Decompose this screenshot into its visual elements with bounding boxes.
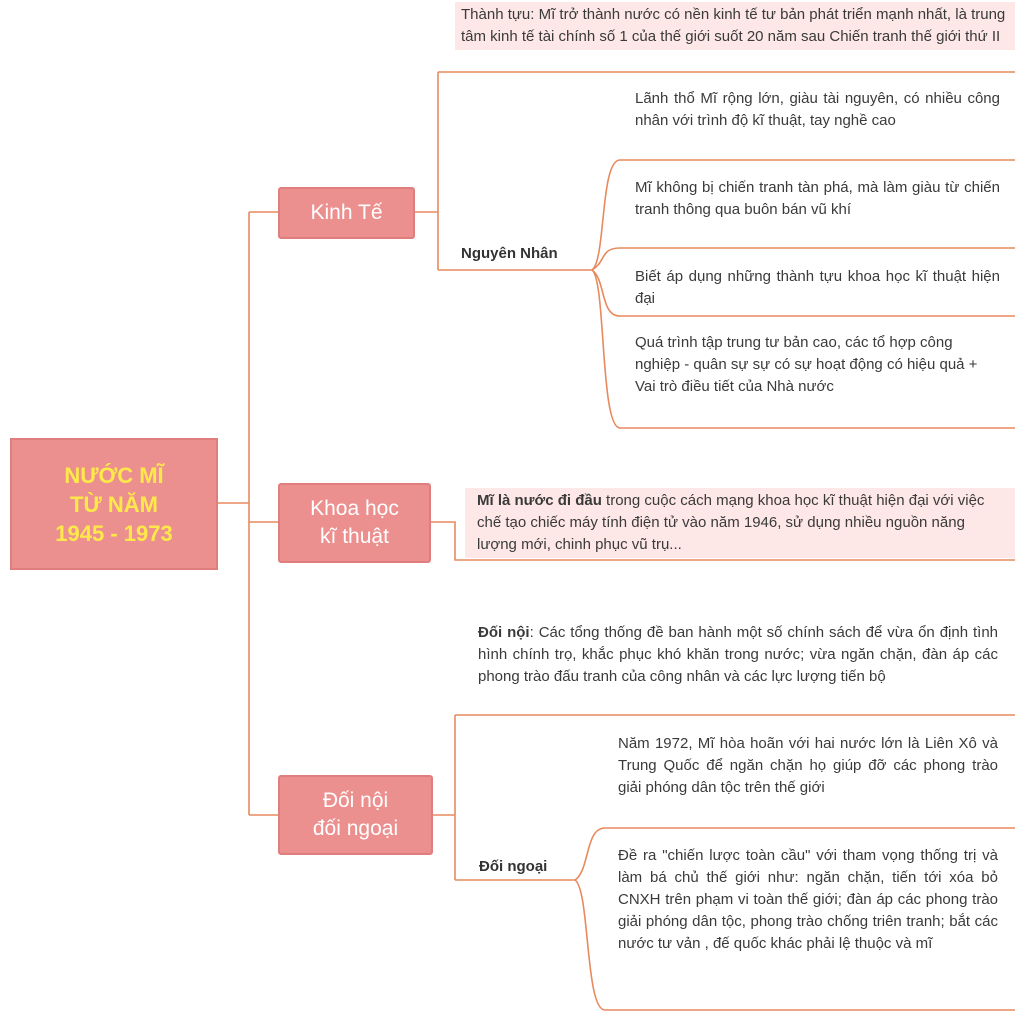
- doi-ngoai-item: Đề ra "chiến lược toàn cầu" với tham vọng thống trị và làm bá chủ thế giới như: ngăn chặn, tiến tới xóa bỏ CNXH trên phạm vi toàn thế giới; đàn áp các phong trào giải phóng dân tộc, phong trào chống triên tranh; bắt các nước tư vản , đế quốc khác phải lệ thuộc và mĩ: [618, 847, 998, 952]
- khoa-hoc-text: [465, 488, 1015, 558]
- node-label-line: kĩ thuật: [320, 525, 389, 548]
- node-khoa-hoc-ki-thuat[interactable]: [278, 483, 431, 563]
- root-line: NƯỚC MĨ: [64, 462, 164, 488]
- khoa-hoc-body: trong cuộc cách mạng khoa học kĩ thuật hiện đại với việc chế tạo chiếc máy tính điện tử vào năm 1946, sử dụng nhiều nguồn năng lượng mới, chinh phục vũ trụ...: [477, 492, 985, 553]
- node-doi-noi-doi-ngoai[interactable]: [278, 775, 433, 855]
- node-label-line: Đối nội: [322, 789, 389, 812]
- khoa-hoc-bold: Mĩ là nước đi đầu: [477, 492, 602, 509]
- doi-noi-body: : Các tổng thống đề ban hành một số chính sách để vừa ổn định tình hình chính trọ, khắc phục khó khăn trong nước; vừa ngăn chặn, đàn áp các phong trào đấu tranh của công nhân và các lực lượng tiến bộ: [478, 624, 998, 685]
- node-label-line: Khoa học: [310, 497, 399, 520]
- nguyen-nhan-item: Lãnh thổ Mĩ rộng lớn, giàu tài nguyên, có nhiều công nhân với trình độ kĩ thuật, tay nghề cao: [635, 90, 1000, 129]
- node-kinh-te[interactable]: [278, 187, 415, 239]
- root-node[interactable]: [10, 438, 218, 570]
- nguyen-nhan-item: Biết áp dụng những thành tựu khoa học kĩ thuật hiện đại: [635, 268, 1000, 307]
- node-kinh-te-label: Kinh Tế: [310, 201, 383, 224]
- doi-noi-bold: Đối nội: [478, 624, 530, 641]
- root-line: TỪ NĂM: [70, 491, 158, 517]
- doi-noi-text: [478, 622, 998, 688]
- nguyen-nhan-item: Quá trình tập trung tư bản cao, các tổ hợp công nghiệp - quân sự sự có sự hoạt động có hiệu quả + Vai trò điều tiết của Nhà nước: [635, 334, 978, 395]
- doi-ngoai-item: Năm 1972, Mĩ hòa hoãn với hai nước lớn là Liên Xô và Trung Quốc để ngăn chặn họ giúp đỡ các phong trào giải phóng dân tộc trên thế giới: [618, 735, 998, 796]
- nguyen-nhan-item: Mĩ không bị chiến tranh tàn phá, mà làm giàu từ chiến tranh thông qua buôn bán vũ khí: [635, 179, 1000, 218]
- node-label-line: đối ngoại: [312, 817, 399, 840]
- doi-ngoai-label: Đối ngoại: [479, 858, 548, 875]
- nguyen-nhan-label: Nguyên Nhân: [461, 245, 558, 262]
- root-line: 1945 - 1973: [55, 520, 173, 546]
- thanh-tuu-text: Thành tựu: Mĩ trở thành nước có nền kinh tế tư bản phát triển mạnh nhất, là trung tâm kinh tế tài chính số 1 của thế giới suốt 20 năm sau Chiến tranh thế giới thứ II: [455, 2, 1015, 50]
